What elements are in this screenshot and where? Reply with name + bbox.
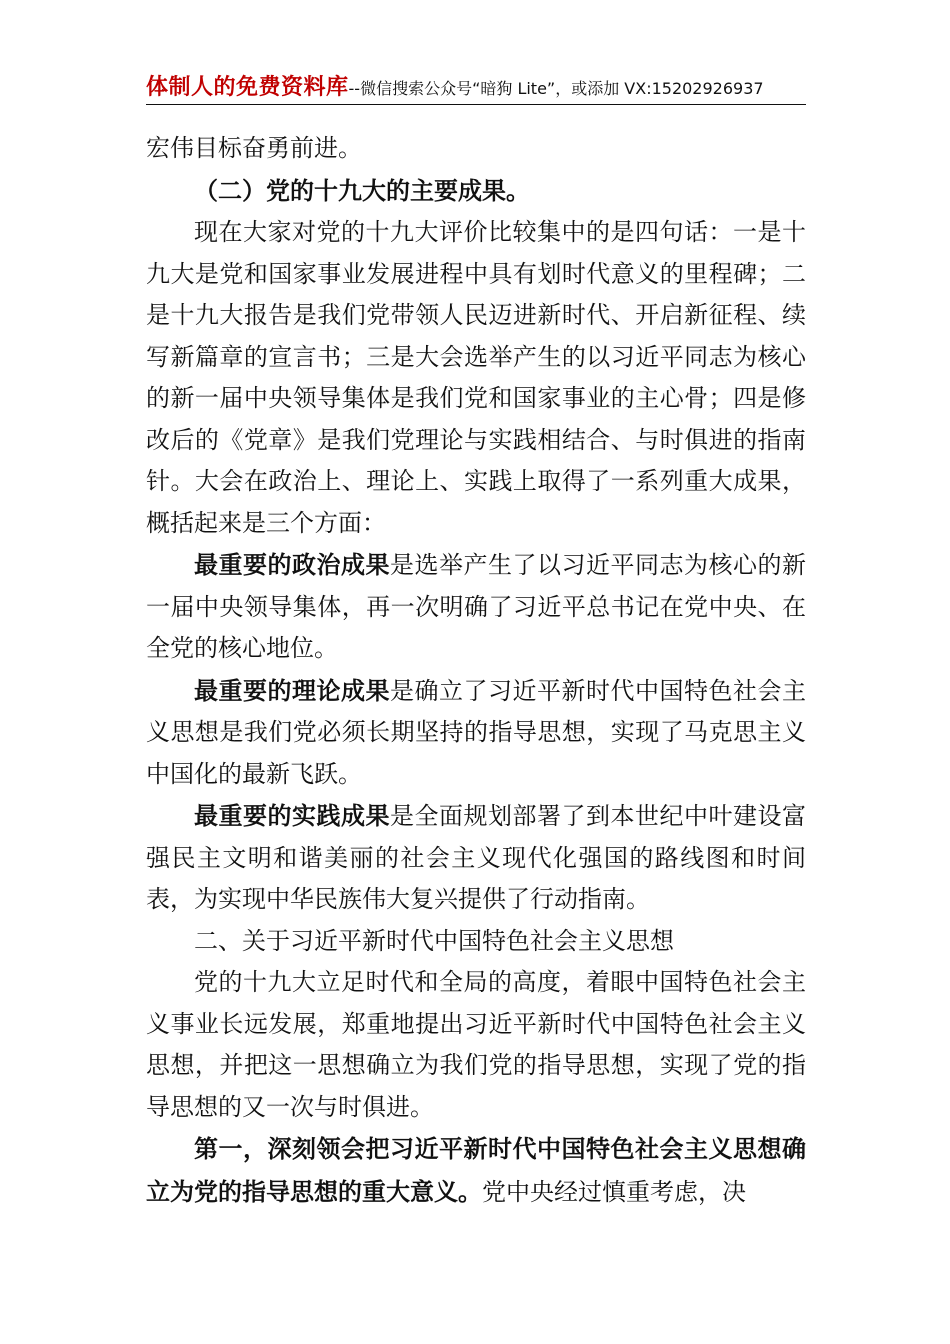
subsection-heading [146,170,806,213]
practice-text: 是全面规划部署了到本世纪中叶建设富强民主文明和谐美丽的社会主义现代化强国的路线图和时间表，为实现中华民族伟大复兴提供了行动指南。 [146,802,806,913]
practice-lead: 最重要的实践成果 [194,801,390,830]
paragraph-theory [146,670,806,796]
theory-text: 是确立了习近平新时代中国特色社会主义思想是我们党必须长期坚持的指导思想，实现了马克思主义中国化的最新飞跃。 [146,676,806,788]
header-contact: --微信搜索公众号“暗狗 Lite”，或添加 VX:15202926937 [348,79,764,98]
paragraph-first-point [146,1128,806,1213]
political-lead: 最重要的政治成果 [194,550,390,579]
political-text: 是选举产生了以习近平同志为核心的新一届中央领导集体，再一次明确了习近平总书记在党中央、在全党的核心地位。 [146,551,806,662]
paragraph-continuation: 宏伟目标奋勇前进。 [146,134,362,162]
header-brand: 体制人的免费资料库 [146,75,349,100]
paragraph-section-intro: 党的十九大立足时代和全局的高度，着眼中国特色社会主义事业长远发展，郑重地提出习近平新时代中国特色社会主义思想，并把这一思想确立为我们党的指导思想，实现了党的指导思想的又一次与时俱进。 [146,968,806,1121]
page-header [146,70,806,101]
theory-lead: 最重要的理论成果 [194,675,390,705]
paragraph-practice [146,795,806,921]
first-point-text: 党中央经过慎重考虑，决 [482,1177,746,1206]
paragraph-political [146,544,806,670]
first-point-lead: 第一，深刻领会把习近平新时代中国特色社会主义思想确立为党的指导思想的重大意义。 [146,1134,806,1206]
subsection-heading-text: （二）党的十九大的主要成果。 [194,175,530,205]
header-divider [146,104,806,105]
document-body [146,128,806,1213]
paragraph-intro: 现在大家对党的十九大评价比较集中的是四句话：一是十九大是党和国家事业发展进程中具有划时代意义的里程碑；二是十九大报告是我们党带领人民迈进新时代、开启新征程、续写新篇章的宣言书；三是大会选举产生的以习近平同志为核心的新一届中央领导集体是我们党和国家事业的主心骨；四是修改后的《党章》是我们党理论与实践相结合、与时俱进的指南针。大会在政治上、理论上、实践上取得了一系列重大成果，概括起来是三个方面： [146,218,806,537]
section-heading: 二、关于习近平新时代中国特色社会主义思想 [194,926,674,955]
